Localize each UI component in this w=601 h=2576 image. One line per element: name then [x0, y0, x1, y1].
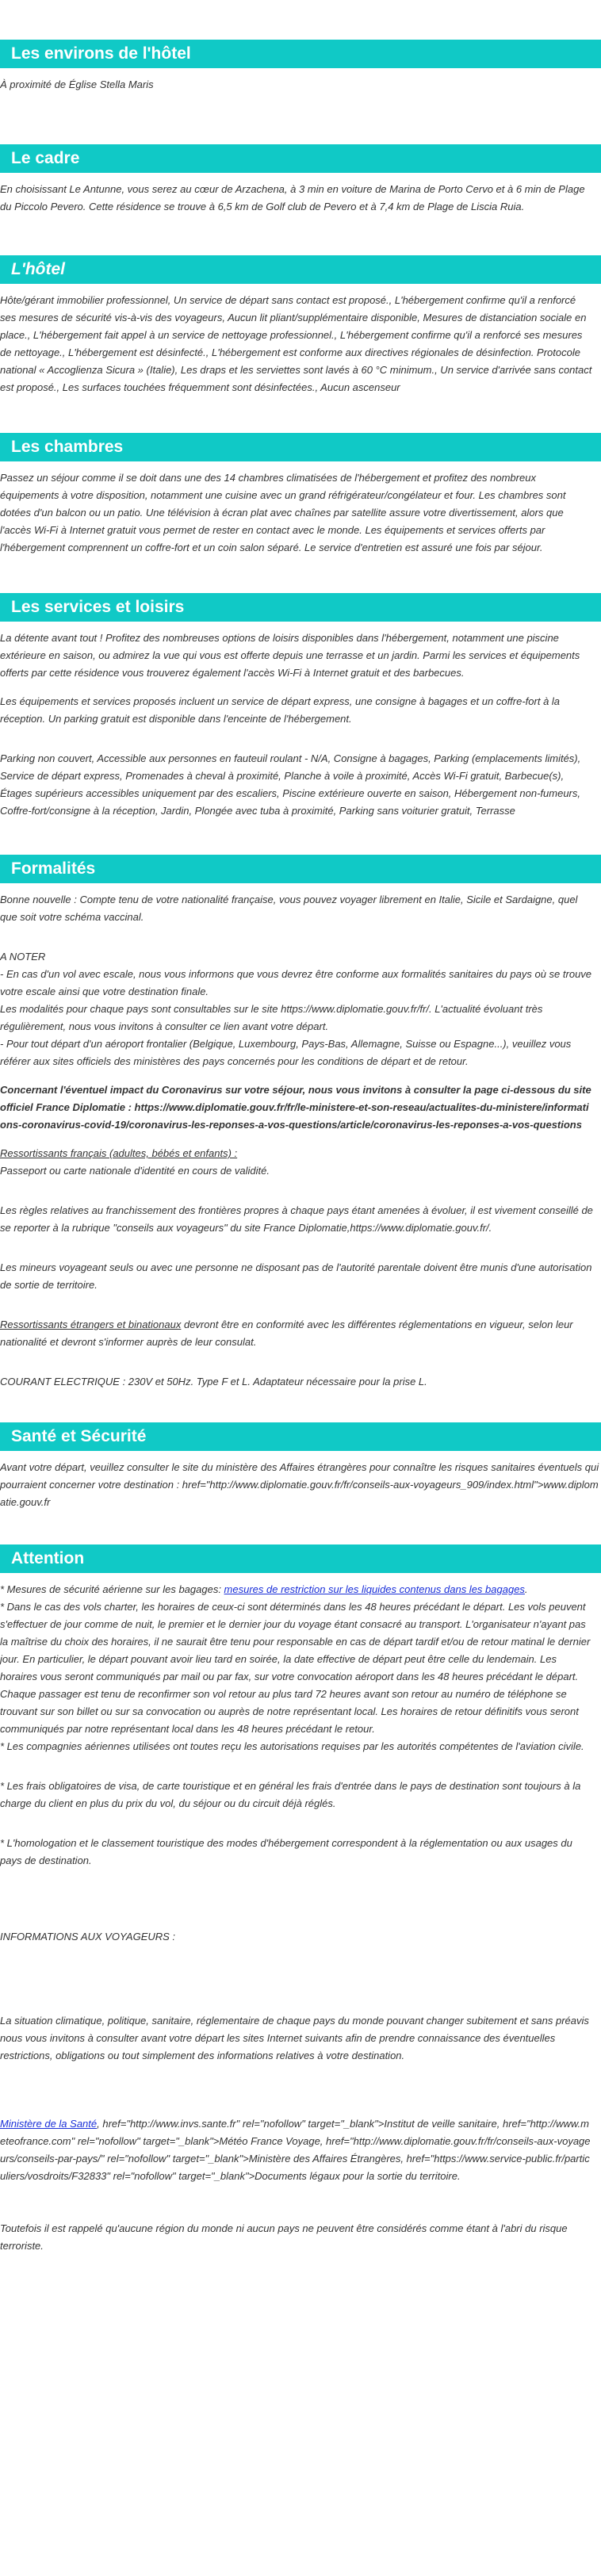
ressortissants-francais-title: Ressortissants français (adultes, bébés et enfants) : [0, 1147, 238, 1159]
frais-text: * Les frais obligatoires de visa, de carte touristique et en général les frais d'entrée dans le pays de destination sont toujours à la charge du client en plus du prix du vol, du séjour ou du circuit déjà réglés. [0, 1780, 581, 1809]
note-escale: - En cas d'un vol avec escale, nous vous informons que vous devrez être conforme aux formalités sanitaires du pays où se trouve votre escale ainsi que votre destination finale. [0, 968, 592, 997]
section-title: Les services et loisirs [0, 593, 601, 622]
section-text: En choisissant Le Antunne, vous serez au cœur de Arzachena, à 3 min en voiture de Marina de Porto Cervo et à 6 min de Plage du Piccolo Pevero. Cette résidence se trouve à 6,5 km de Golf club de Pevero et à 7,4 km de Plage de Liscia Ruia. [0, 183, 585, 212]
section-title: Formalités [0, 855, 601, 883]
ministere-sante-link[interactable]: Ministère de la Santé [0, 2118, 98, 2130]
section-text: Passez un séjour comme il se doit dans une des 14 chambres climatisées de l'hébergement et profitez des nombreux équipements à votre disposition, notamment une cuisine avec un grand réfrigérateur/congélateur et four. Les chambres sont dotées d'un balcon ou un patio. Une télévision à écran plat avec chaînes par satellite assure votre divertissement, alors que l'accès Wi-Fi à Internet gratuit vous permet de rester en contact avec le monde. Les équipements et services offerts par l'hébergement comprennent un coffre-fort et un coin salon séparé. Le service d'entretien est assuré une fois par séjour. [0, 472, 566, 553]
compagnies-text: * Les compagnies aériennes utilisées ont toutes reçu les autorisations requises par les autorités compétentes de l'aviation civile. [0, 1740, 584, 1752]
frontieres-text: Les règles relatives au franchissement des frontières propres à chaque pays étant amenées à évoluer, il est vivement conseillé de se reporter à la rubrique "conseils aux voyageurs" du site France Diplomatie,https://www.diplomatie.gouv.fr/. [0, 1204, 593, 1234]
section-text: Avant votre départ, veuillez consulter le site du ministère des Affaires étrangères pour connaître les risques sanitaires éventuels qui pourraient concerner votre destination : href="http://www.diplomatie.gouv.fr/fr/conseils-aux-voyageurs_909/index.html">www.diplomatie.gouv.fr [0, 1461, 599, 1508]
mesures-prefix: * Mesures de sécurité aérienne sur les bagages: [0, 1583, 224, 1595]
section-environs [0, 40, 601, 94]
section-sante [0, 1422, 601, 1511]
note-aeroport: - Pour tout départ d'un aéroport frontalier (Belgique, Luxembourg, Pays-Bas, Allemagne, Suisse ou Espagne...), veuillez vous référer aux sites officiels des ministères des pays concernés pour les conditions de départ et de retour. [0, 1038, 572, 1067]
section-text: Les équipements et services proposés incluent un service de départ express, une consigne à bagages et un coffre-fort à la réception. Un parking gratuit est disponible dans l'enceinte de l'hébergement. [0, 695, 561, 725]
section-services [0, 593, 601, 820]
section-text: Hôte/gérant immobilier professionnel, Un service de départ sans contact est proposé., L'hébergement confirme qu'il a renforcé ses mesures de sécurité vis-à-vis des voyageurs, Aucun lit pliant/supplémentaire disponible, Mesures de distanciation sociale en place., L'hébergement fait appel à un service de nettoyage professionnel., L'hébergement confirme qu'il a renforcé ses mesures de nettoyage., L'hébergement est désinfecté., L'hébergement est conforme aux directives régionales de désinfection. Protocole national « Accoglienza Sicura » (Italie), Les draps et les serviettes sont lavés à 60 °C minimum., Un service d'arrivée sans contact est proposé., Les surfaces touchées fréquemment sont désinfectées., Aucun ascenseur [0, 294, 592, 393]
ressortissants-etrangers-title: Ressortissants étrangers et binationaux [0, 1319, 182, 1330]
vols-charter-text: * Dans le cas des vols charter, les horaires de ceux-ci sont déterminés dans les 48 heures précédant le départ. Les vols peuvent s'effectuer de jour comme de nuit, le premier et le dernier jour du voyage étant consacré au transport. L'organisateur n'ayant pas la maîtrise du choix des horaires, il ne saurait être tenu pour responsable en cas de départ tardif et/ou de retour matinal le dernier jour. En particulier, le départ pouvant avoir lieu tard en soirée, la date effective de départ peut être celle du lendemain. Les horaires vous seront communiqués par mail ou par fax, sur votre convocation aéroport dans les 48 heures précédant le départ. Chaque passager est tenu de reconfirmer son vol retour au plus tard 72 heures avant son retour au numéro de téléphone se trouvant sur son billet ou sur sa convocation ou auprès de notre représentant local. Les horaires de retour définitifs vous seront communiqués par notre représentant local dans les 48 heures précédant le retour. [0, 1601, 591, 1735]
ressortissants-etrangers-text: devront être en conformité avec les différentes réglementations en vigueur, selon leur nationalité et devront s'informer auprès de leur consulat. [0, 1319, 573, 1348]
section-chambres [0, 433, 601, 557]
section-title: Les chambres [0, 433, 601, 461]
a-noter [0, 948, 601, 1070]
homologation-text: * L'homologation et le classement touristique des modes d'hébergement correspondent à la réglementation ou aux usages du pays de destination. [0, 1837, 572, 1866]
section-text: Bonne nouvelle : Compte tenu de votre nationalité française, vous pouvez voyager librement en Italie, Sicile et Sardaigne, quel que soit votre schéma vaccinal. [0, 894, 578, 923]
note-modalites: Les modalités pour chaque pays sont consultables sur le site https://www.diplomatie.gouv.fr/fr/. L'actualité évoluant très régulièrement, nous vous invitons à consulter ce lien avant votre départ. [0, 1003, 543, 1032]
section-text: La détente avant tout ! Profitez des nombreuses options de loisirs disponibles dans l'hébergement, notamment une piscine extérieure en saison, ou admirez la vue qui vous est offerte depuis une terrasse et un jardin. Parmi les services et équipements offerts par cette résidence vous trouverez également l'accès Wi-Fi à Internet gratuit et des barbecues. [0, 632, 580, 679]
section-text: À proximité de Église Stella Maris [0, 78, 154, 90]
section-title: Le cadre [0, 144, 601, 173]
a-noter-label: A NOTER [0, 951, 46, 963]
situation-text: La situation climatique, politique, sanitaire, réglementaire de chaque pays du monde pouvant changer subitement et sans préavis [0, 2015, 589, 2027]
liens-bloc [0, 2115, 601, 2185]
section-hotel [0, 255, 601, 396]
section-title: Les environs de l'hôtel [0, 40, 601, 68]
situation-bloc [0, 2012, 601, 2065]
courant-electrique: COURANT ELECTRIQUE : 230V et 50Hz. Type F et L. Adaptateur nécessaire pour la prise L. [0, 1376, 427, 1388]
ressortissants-francais [0, 1145, 601, 1180]
section-cadre [0, 144, 601, 216]
liens-text: , href="http://www.invs.sante.fr" rel="nofollow" target="_blank">Institut de veille sanitaire, href="http://www.meteofrance.com" rel="nofollow" target="_blank">Météo France Voyage, href="http://www.diplomatie.gouv.fr/fr/conseils-aux-voyageurs/conseils-par-pays/" rel="nofollow" target="_blank">Ministère des Affaires Étrangères, href="https://www.service-public.fr/particuliers/vosdroits/F32833" rel="nofollow" target="_blank">Documents légaux pour la sortie du territoire. [0, 2118, 591, 2182]
terrorisme-text: Toutefois il est rappelé qu'aucune région du monde ni aucun pays ne peuvent être considérés comme étant à l'abri du risque terroriste. [0, 2222, 568, 2252]
covid-note: Concernant l'éventuel impact du Coronavirus sur votre séjour, nous vous invitons à consulter la page ci-dessous du site officiel France Diplomatie : https://www.diplomatie.gouv.fr/fr/le-ministere-et-son-reseau/actualites-du-ministere/informations-coronavirus-covid-19/coronavirus-les-reponses-a-vos-questions/article/coronavirus-les-reponses-a-vos-questions [0, 1084, 591, 1131]
section-title: Santé et Sécurité [0, 1422, 601, 1451]
section-title: Attention [0, 1544, 601, 1573]
consulter-text: nous vous invitons à consulter avant votre départ les sites Internet suivants afin de prendre connaissance des éventuelles restrictions, obligations ou tout simplement des informations relatives à votre destination. [0, 2032, 556, 2061]
attention-bloc: * Mesures de sécurité aérienne sur les bagages: mesures de restriction sur les liquides contenus dans les bagages. * Dans le cas des vols charter, les horaires de ceux-ci sont déterminés dans les 48 heures précédant le départ. Les vols peuvent s'effectuer de jour comme de nuit, le premier et le dernier jour du voyage étant consacré au transport. L'organisateur n'ayant pas la maîtrise du choix des horaires, il ne saurait être tenu pour responsable en cas de départ tardif et/ou de retour matinal le dernier jour. En particulier, le départ pouvant avoir lieu tard en soirée, la date effective de départ peut être celle du lendemain. Les horaires vous seront communiqués par mail ou par fax, sur votre convocation aéroport dans les 48 heures précédant le départ. Chaque passager est tenu de reconfirmer son vol retour au plus tard 72 heures avant son retour au numéro de téléphone se trouvant sur son billet ou sur sa convocation ou auprès de notre représentant local. Les horaires de retour définitifs vous seront communiqués par notre représentant local dans les 48 heures précédant le retour. * Les compagnies aériennes utilisées ont toutes reçu les autorisations requises par les autorités compétentes de l'aviation civile. [0, 1583, 591, 1752]
section-text: Parking non couvert, Accessible aux personnes en fauteuil roulant - N/A, Consigne à bagages, Parking (emplacements limités), Service de départ express, Promenades à cheval à proximité, Planche à voile à proximité, Accès Wi-Fi gratuit, Barbecue(s), Étages supérieurs accessibles uniquement par des escaliers, Piscine extérieure ouverte en saison, Hébergement non-fumeurs, Coffre-fort/consigne à la réception, Jardin, Plongée avec tuba à proximité, Parking sans voiturier gratuit, Terrasse [0, 752, 581, 817]
ressortissants-francais-text: Passeport ou carte nationale d'identité en cours de validité. [0, 1165, 270, 1177]
section-title: L'hôtel [0, 255, 601, 284]
section-formalites [0, 855, 601, 1391]
infos-voyageurs: INFORMATIONS AUX VOYAGEURS : [0, 1931, 176, 1943]
section-attention [0, 1544, 601, 2255]
mesures-link[interactable]: mesures de restriction sur les liquides contenus dans les bagages [224, 1583, 525, 1595]
ressortissants-etrangers [0, 1316, 601, 1351]
mineurs-text: Les mineurs voyageant seuls ou avec une personne ne disposant pas de l'autorité parentale doivent être munis d'une autorisation de sortie de territoire. [0, 1261, 592, 1291]
